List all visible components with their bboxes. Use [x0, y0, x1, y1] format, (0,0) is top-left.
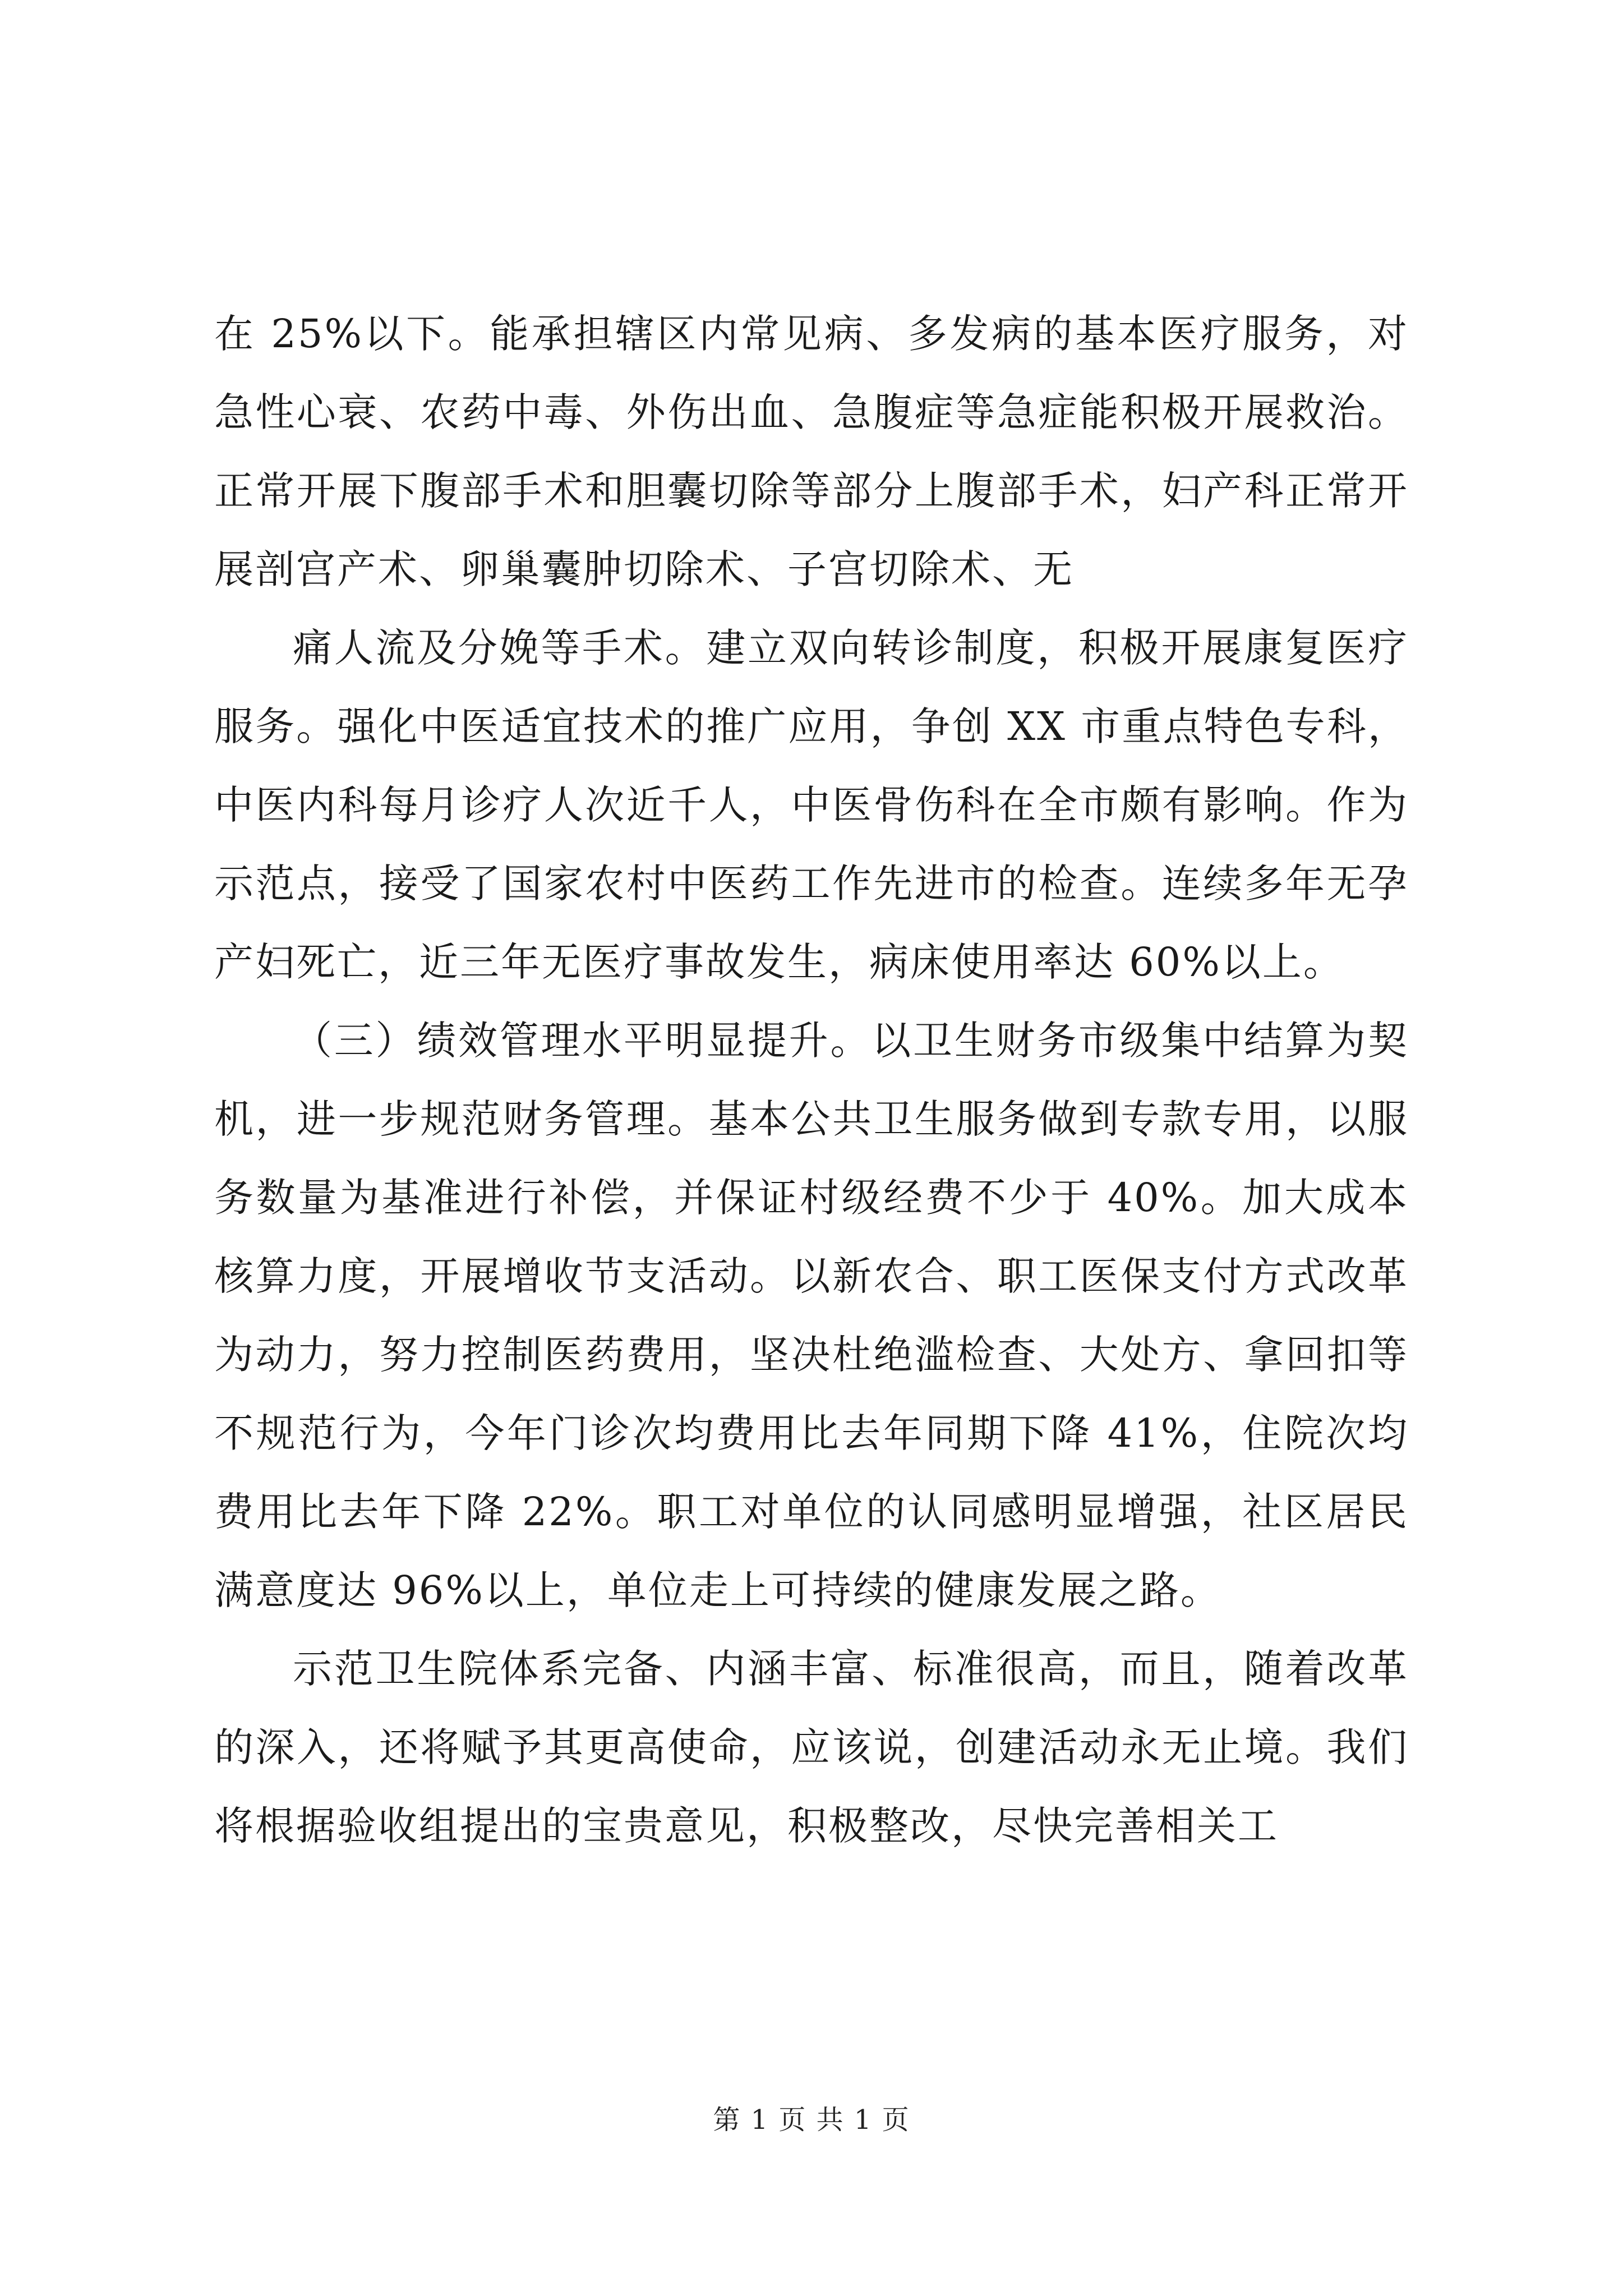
- paragraph-1: 在 25%以下。能承担辖区内常见病、多发病的基本医疗服务，对急性心衰、农药中毒、外伤出血、急腹症等急症能积极开展救治。正常开展下腹部手术和胆囊切除等部分上腹部手术，妇产科正常开展剖宫产术、卵巢囊肿切除术、子宫切除术、无: [214, 311, 1409, 592]
- page-number-footer: 第 1 页 共 1 页: [713, 2104, 910, 2136]
- paragraph-3: （三）绩效管理水平明显提升。以卫生财务市级集中结算为契机，进一步规范财务管理。基本公共卫生服务做到专款专用，以服务数量为基准进行补偿，并保证村级经费不少于 40%。加大成本核算力度，开展增收节支活动。以新农合、职工医保支付方式改革为动力，努力控制医药费用，坚决杜绝滥检查、大处方、拿回扣等不规范行为，今年门诊次均费用比去年同期下降 41%，住院次均费用比去年下降 22%。职工对单位的认同感明显增强，社区居民满意度达 96%以上，单位走上可持续的健康发展之路。: [214, 1018, 1409, 1613]
- paragraph-4: 示范卫生院体系完备、内涵丰富、标准很高，而且，随着改革的深入，还将赋予其更高使命，应该说，创建活动永无止境。我们将根据验收组提出的宝贵意见，积极整改，尽快完善相关工: [214, 1646, 1409, 1849]
- document-body: [214, 295, 1409, 1865]
- paragraph-2: 痛人流及分娩等手术。建立双向转诊制度，积极开展康复医疗服务。强化中医适宜技术的推广应用，争创 XX 市重点特色专科，中医内科每月诊疗人次近千人，中医骨伤科在全市颇有影响。作为示范点，接受了国家农村中医药工作先进市的检查。连续多年无孕产妇死亡，近三年无医疗事故发生，病床使用率达 60%以上。: [214, 625, 1409, 985]
